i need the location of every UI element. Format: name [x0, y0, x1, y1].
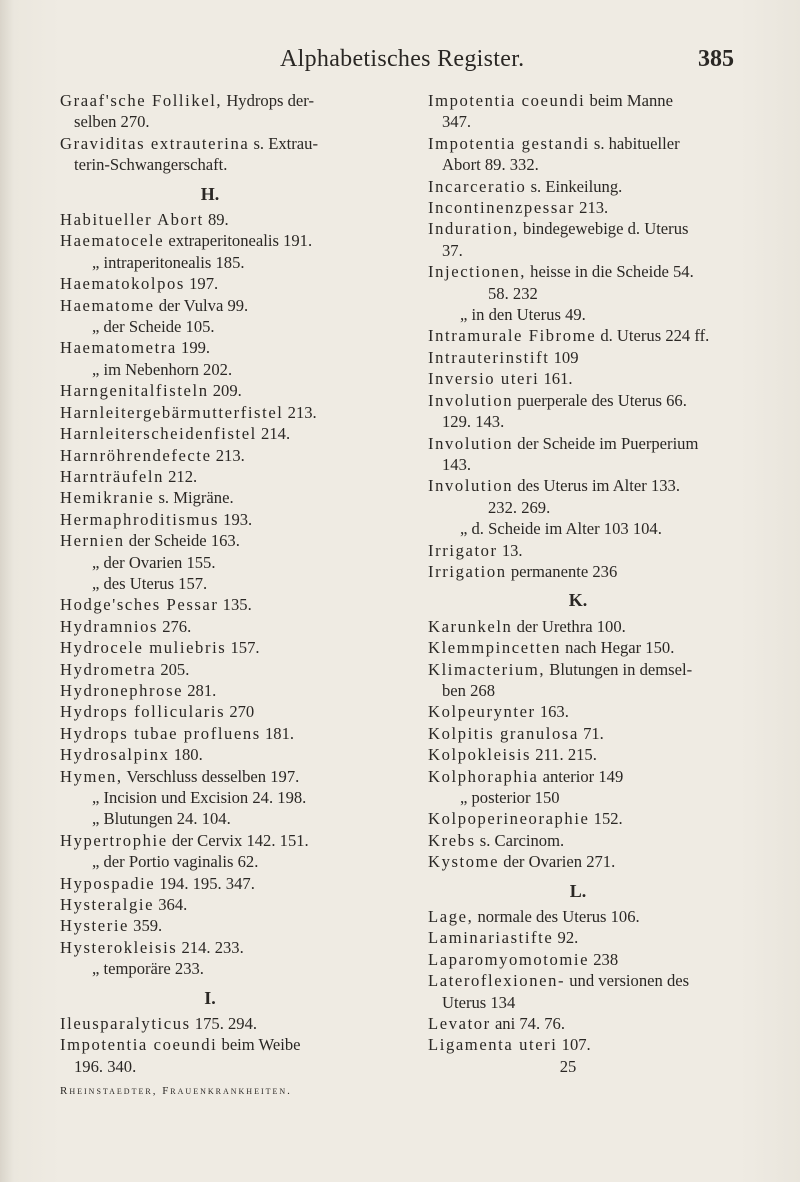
entry-headword: Incontinenzpessar — [428, 198, 575, 218]
entry-locator: d. Uterus 224 ff. — [596, 326, 710, 346]
entry-headword: Ileusparalyticus — [60, 1014, 191, 1034]
entry-headword: Haematocele — [60, 231, 165, 251]
entry-headword: Involution — [428, 476, 514, 496]
entry-headword: Inversio uteri — [428, 369, 540, 389]
entry-locator: 163. — [535, 702, 569, 722]
entry-headword: Ligamenta uteri — [428, 1035, 558, 1055]
entry-headword: Irrigator — [428, 540, 498, 560]
index-entry — [60, 337, 380, 358]
index-entry — [428, 766, 748, 787]
entry-headword: Habitueller Abort — [60, 210, 204, 230]
index-entry — [428, 90, 748, 111]
entry-locator: 197. — [184, 274, 219, 294]
section-letter: I. — [204, 987, 216, 1008]
entry-locator: 364. — [154, 895, 188, 915]
entry-locator: Verschluss desselben 197. — [122, 766, 300, 786]
entry-headword: Hydramnios — [60, 616, 159, 636]
entry-headword: Induration, — [428, 219, 519, 239]
index-entry — [60, 894, 380, 915]
index-subentry: „ im Nebenhorn 202. — [92, 359, 233, 379]
entry-continuation: 232. 269. — [488, 497, 551, 517]
entry-locator: s. Migräne. — [154, 488, 234, 508]
index-entry — [428, 176, 748, 197]
entry-headword: Hydrops tubae profluens — [60, 723, 261, 743]
entry-headword: Irrigation — [428, 561, 507, 581]
index-entry — [428, 1034, 748, 1055]
index-entry — [60, 90, 380, 111]
entry-locator: 270 — [225, 702, 255, 722]
entry-locator: 71. — [578, 723, 604, 743]
index-entry — [428, 261, 748, 282]
entry-headword: Harnröhrendefecte — [60, 445, 212, 465]
index-entry — [428, 433, 748, 454]
index-entry — [60, 273, 380, 294]
entry-headword: Kolpokleisis — [428, 745, 532, 765]
entry-continuation: 143. — [442, 454, 472, 474]
entry-headword: Lage, — [428, 907, 474, 927]
entry-headword: Lateroflexionen- — [428, 971, 566, 991]
entry-headword: Impotentia coeundi — [60, 1035, 218, 1055]
entry-continuation: ben 268 — [442, 680, 495, 700]
index-entry — [428, 218, 748, 239]
entry-locator: bindegewebige d. Uterus — [518, 219, 689, 239]
entry-locator: 13. — [497, 540, 523, 560]
entry-continuation: 129. 143. — [442, 412, 505, 432]
running-title: Alphabetisches Register. — [280, 46, 525, 72]
entry-locator: 213. — [211, 445, 245, 465]
index-entry — [428, 830, 748, 851]
index-entry — [60, 680, 380, 701]
index-entry — [428, 133, 748, 154]
entry-locator: permanente 236 — [506, 561, 618, 581]
entry-locator: 107. — [557, 1035, 591, 1055]
index-entry — [428, 723, 748, 744]
index-entry — [428, 906, 748, 927]
entry-headword: Hypospadie — [60, 873, 156, 893]
entry-headword: Kystome — [428, 852, 500, 872]
entry-headword: Incarceratio — [428, 176, 527, 196]
entry-headword: Involution — [428, 390, 514, 410]
entry-locator: 359. — [129, 916, 163, 936]
entry-headword: Impotentia coeundi — [428, 91, 586, 110]
entry-locator: Blutungen in demsel- — [545, 659, 693, 679]
entry-headword: Kolpitis granulosa — [428, 723, 579, 743]
entry-locator: 92. — [553, 928, 579, 948]
entry-headword: Graaf'sche Follikel, — [60, 91, 223, 110]
entry-locator: der Urethra 100. — [512, 616, 626, 636]
index-entry — [60, 937, 380, 958]
entry-locator: 238 — [589, 949, 619, 969]
index-entry — [60, 1013, 380, 1034]
entry-locator: extraperitonealis 191. — [164, 231, 313, 251]
entry-headword: Hymen, — [60, 766, 123, 786]
index-entry — [60, 380, 380, 401]
entry-headword: Hydrocele muliebris — [60, 638, 227, 658]
entry-headword: Hydronephrose — [60, 680, 184, 700]
entry-headword: Hydrosalpinx — [60, 745, 170, 765]
entry-continuation: terin-Schwangerschaft. — [74, 155, 228, 175]
index-entry — [60, 487, 380, 508]
entry-locator: der Scheide 163. — [124, 531, 240, 551]
entry-locator: 212. — [163, 466, 198, 486]
index-entry — [428, 325, 748, 346]
index-entry — [60, 873, 380, 894]
entry-locator: anterior 149 — [538, 766, 624, 786]
entry-locator: 211. 215. — [531, 745, 597, 765]
entry-locator: 152. — [589, 809, 623, 829]
entry-locator: 161. — [539, 369, 573, 389]
entry-locator: s. Extrau- — [249, 133, 318, 153]
section-letter: K. — [568, 590, 588, 611]
index-entry — [428, 616, 748, 637]
index-entry — [60, 295, 380, 316]
entry-headword: Injectionen, — [428, 262, 526, 282]
index-entry — [428, 540, 748, 561]
entry-continuation: 196. 340. — [74, 1056, 137, 1076]
index-subentry: „ der Portio vaginalis 62. — [92, 852, 259, 872]
index-entry — [428, 347, 748, 368]
index-entry — [60, 616, 380, 637]
page-number: 385 — [698, 46, 734, 72]
entry-headword: Krebs — [428, 830, 476, 850]
entry-headword: Kolphoraphia — [428, 766, 539, 786]
index-entry — [60, 445, 380, 466]
index-entry — [60, 509, 380, 530]
index-subentry: „ der Ovarien 155. — [92, 552, 216, 572]
section-letter: H. — [200, 183, 220, 204]
entry-locator: 209. — [208, 381, 242, 401]
index-entry — [428, 475, 748, 496]
index-entry — [428, 927, 748, 948]
entry-locator: und versionen des — [565, 971, 690, 991]
index-entry — [60, 230, 380, 251]
entry-locator: der Cervix 142. 151. — [167, 830, 309, 850]
index-entry — [428, 561, 748, 582]
entry-headword: Klemmpincetten — [428, 638, 561, 658]
entry-continuation: 347. — [442, 112, 472, 132]
entry-headword: Hemikranie — [60, 488, 155, 508]
entry-headword: Harnträufeln — [60, 466, 164, 486]
index-subentry: „ Incision und Excision 24. 198. — [92, 788, 307, 807]
index-entry — [60, 402, 380, 423]
index-entry — [428, 970, 748, 991]
entry-locator: der Vulva 99. — [154, 295, 249, 315]
entry-headword: Kolpeurynter — [428, 702, 536, 722]
entry-continuation: 37. — [442, 240, 463, 260]
entry-locator: 205. — [156, 659, 190, 679]
index-entry — [60, 830, 380, 851]
index-entry — [60, 701, 380, 722]
index-subentry: „ temporäre 233. — [92, 959, 204, 979]
entry-locator: 109 — [549, 347, 579, 367]
index-entry — [428, 637, 748, 658]
index-entry — [60, 766, 380, 787]
entry-headword: Hermaphroditismus — [60, 509, 220, 529]
signature-mark: 25 — [559, 1056, 577, 1076]
entry-headword: Intramurale Fibrome — [428, 326, 597, 346]
index-entry — [428, 368, 748, 389]
entry-headword: Klimacterium, — [428, 659, 546, 679]
entry-headword: Harnleitergebärmutterfistel — [60, 402, 284, 422]
entry-locator: 213. — [575, 198, 609, 218]
index-subentry: „ in den Uterus 49. — [460, 305, 586, 325]
entry-locator: puerperale des Uterus 66. — [513, 390, 687, 410]
entry-continuation: selben 270. — [74, 112, 150, 132]
entry-continuation: Uterus 134 — [442, 992, 516, 1012]
section-letter: L. — [569, 880, 587, 901]
index-subentry: „ posterior 150 — [460, 788, 560, 807]
entry-locator: 199. — [176, 338, 211, 358]
entry-locator: 214. 233. — [177, 937, 244, 957]
entry-headword: Karunkeln — [428, 616, 513, 636]
index-entry — [428, 390, 748, 411]
entry-headword: Laparomyomotomie — [428, 949, 590, 969]
entry-locator: der Scheide im Puerperium — [513, 433, 699, 453]
index-entry — [60, 594, 380, 615]
entry-headword: Haematome — [60, 295, 155, 315]
entry-headword: Levator — [428, 1014, 491, 1034]
entry-locator: 181. — [260, 723, 295, 743]
entry-locator: ani 74. 76. — [490, 1014, 565, 1034]
index-entry — [60, 423, 380, 444]
index-entry — [60, 659, 380, 680]
index-entry — [428, 1013, 748, 1034]
page-header — [0, 46, 800, 86]
entry-headword: Kolpoperineoraphie — [428, 809, 590, 829]
entry-continuation: 58. 232 — [488, 283, 538, 303]
entry-headword: Hodge'sches Pessar — [60, 595, 219, 615]
entry-locator: 213. — [283, 402, 317, 422]
entry-locator: 180. — [169, 745, 203, 765]
index-entry — [60, 723, 380, 744]
index-entry — [428, 197, 748, 218]
index-entry — [428, 744, 748, 765]
index-subentry: „ der Scheide 105. — [92, 317, 215, 337]
index-entry — [60, 637, 380, 658]
entry-headword: Hernien — [60, 531, 125, 551]
entry-headword: Impotentia gestandi — [428, 133, 590, 153]
entry-headword: Hysterie — [60, 916, 130, 936]
index-subentry: „ d. Scheide im Alter 103 104. — [460, 519, 662, 539]
entry-locator: s. habitueller — [589, 133, 680, 153]
index-subentry: „ intraperitonealis 185. — [92, 252, 245, 272]
entry-headword: Intrauterinstift — [428, 347, 550, 367]
entry-locator: beim Weibe — [217, 1035, 301, 1055]
index-entry — [60, 209, 380, 230]
entry-locator: s. Carcinom. — [475, 830, 565, 850]
entry-locator: 175. 294. — [190, 1014, 258, 1034]
entry-headword: Hydrometra — [60, 659, 157, 679]
index-entry — [60, 133, 380, 154]
index-entry — [428, 701, 748, 722]
entry-locator: 157. — [226, 638, 260, 658]
entry-locator: 89. — [203, 210, 229, 230]
index-entry — [428, 808, 748, 829]
index-subentry: „ des Uterus 157. — [92, 573, 208, 593]
entry-locator: 135. — [218, 595, 252, 615]
entry-locator: 194. 195. 347. — [155, 873, 255, 893]
entry-locator: heisse in die Scheide 54. — [526, 262, 694, 282]
right-column — [428, 90, 748, 1077]
entry-locator: 193. — [219, 509, 253, 529]
entry-locator: nach Hegar 150. — [561, 638, 675, 658]
entry-headword: Hysterokleisis — [60, 937, 178, 957]
entry-headword: Harngenitalfisteln — [60, 381, 209, 401]
left-column — [60, 90, 380, 1103]
entry-headword: Haematokolpos — [60, 274, 185, 294]
entry-headword: Haematometra — [60, 338, 177, 358]
entry-locator: normale des Uterus 106. — [473, 907, 640, 927]
entry-locator: 276. — [158, 616, 192, 636]
entry-locator: s. Einkeilung. — [526, 176, 623, 196]
entry-headword: Hypertrophie — [60, 830, 168, 850]
index-entry — [60, 915, 380, 936]
entry-headword: Graviditas extrauterina — [60, 133, 250, 153]
index-subentry: „ Blutungen 24. 104. — [92, 809, 231, 829]
index-entry — [428, 851, 748, 872]
index-entry — [428, 949, 748, 970]
entry-locator: der Ovarien 271. — [499, 852, 616, 872]
footer-note: Rheinstaedter, Frauenkrankheiten. — [60, 1085, 292, 1098]
entry-locator: Hydrops der- — [222, 91, 315, 110]
index-entry — [60, 1034, 380, 1055]
entry-headword: Laminariastifte — [428, 928, 554, 948]
entry-headword: Harnleiterscheidenfistel — [60, 424, 257, 444]
entry-headword: Hysteralgie — [60, 895, 155, 915]
entry-continuation: Abort 89. 332. — [442, 155, 539, 175]
entry-headword: Hydrops follicularis — [60, 702, 226, 722]
entry-headword: Involution — [428, 433, 514, 453]
index-entry — [60, 744, 380, 765]
index-entry — [428, 659, 748, 680]
index-entry — [60, 530, 380, 551]
entry-locator: 214. — [256, 424, 291, 444]
entry-locator: beim Manne — [585, 91, 673, 110]
index-entry — [60, 466, 380, 487]
entry-locator: des Uterus im Alter 133. — [513, 476, 680, 496]
entry-locator: 281. — [183, 680, 217, 700]
